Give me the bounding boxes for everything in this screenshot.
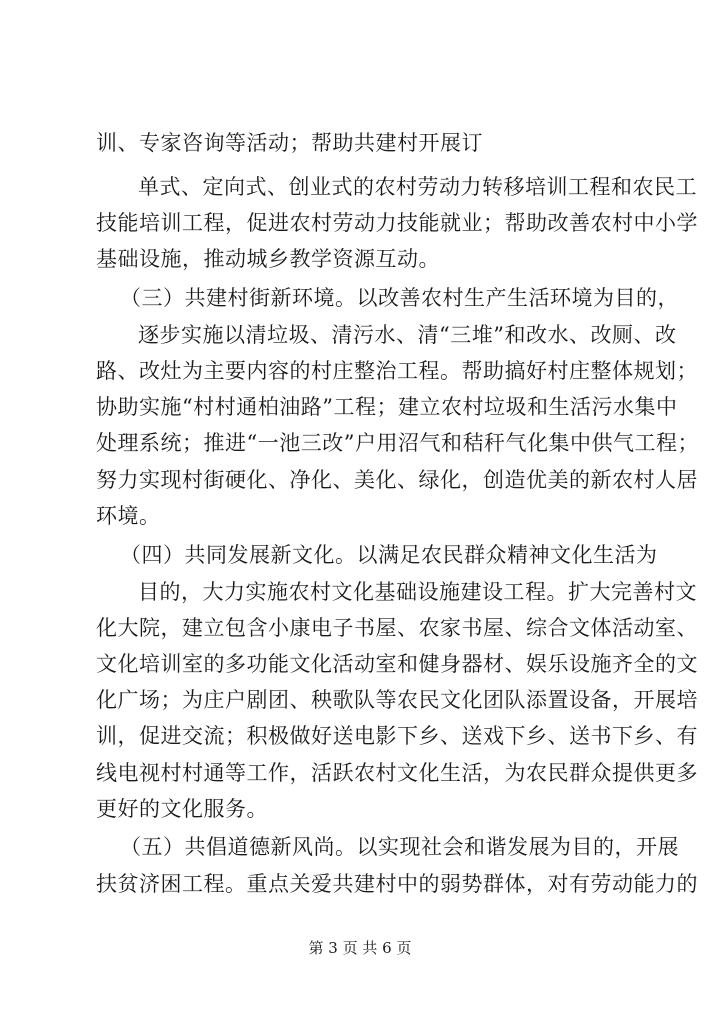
text-line: 逐步实施以清垃圾、清污水、清“三堆”和改水、改厕、改 xyxy=(138,323,677,347)
text-line: 扶贫济困工程。重点关爱共建村中的弱势群体，对有劳动能力的 xyxy=(96,872,698,896)
text-line: 化大院，建立包含小康电子书屋、农家书屋、综合文体活动室、 xyxy=(96,616,698,640)
text-line: 文化培训室的多功能文化活动室和健身器材、娱乐设施齐全的文 xyxy=(96,652,698,676)
text-line: 技能培训工程，促进农村劳动力技能就业；帮助改善农村中小学 xyxy=(96,211,698,235)
text-line: 处理系统；推进“一池三改”户用沼气和秸秆气化集中供气工程； xyxy=(96,431,699,455)
text-line: 训、专家咨询等活动；帮助共建村开展订 xyxy=(96,131,483,155)
text-line: 协助实施“村村通柏油路”工程；建立农村垃圾和生活污水集中 xyxy=(96,395,678,419)
text-line: 化广场；为庄户剧团、秧歌队等农民文化团队添置设备，开展培 xyxy=(96,688,698,712)
text-line: 环境。 xyxy=(96,504,161,528)
text-line: 基础设施，推动城乡教学资源互动。 xyxy=(96,247,440,271)
text-line: （五）共倡道德新风尚。以实现社会和谐发展为目的，开展 xyxy=(120,835,679,859)
text-line: 训，促进交流；积极做好送电影下乡、送戏下乡、送书下乡、有 xyxy=(96,724,698,748)
text-line: 努力实现村街硬化、净化、美化、绿化，创造优美的新农村人居 xyxy=(96,468,698,492)
text-line: 更好的文化服务。 xyxy=(96,797,268,821)
text-line: 线电视村村通等工作，活跃农村文化生活，为农民群众提供更多 xyxy=(96,761,698,785)
text-line: （三）共建村街新环境。以改善农村生产生活环境为目的， xyxy=(120,286,679,310)
text-line: 单式、定向式、创业式的农村劳动力转移培训工程和农民工 xyxy=(138,175,697,199)
text-line: 路、改灶为主要内容的村庄整治工程。帮助搞好村庄整体规划； xyxy=(96,359,698,383)
text-line: （四）共同发展新文化。以满足农民群众精神文化生活为 xyxy=(120,543,658,567)
text-line: 目的，大力实施农村文化基础设施建设工程。扩大完善村文 xyxy=(138,580,697,604)
page-number-footer: 第 3 页 共 6 页 xyxy=(308,939,412,957)
